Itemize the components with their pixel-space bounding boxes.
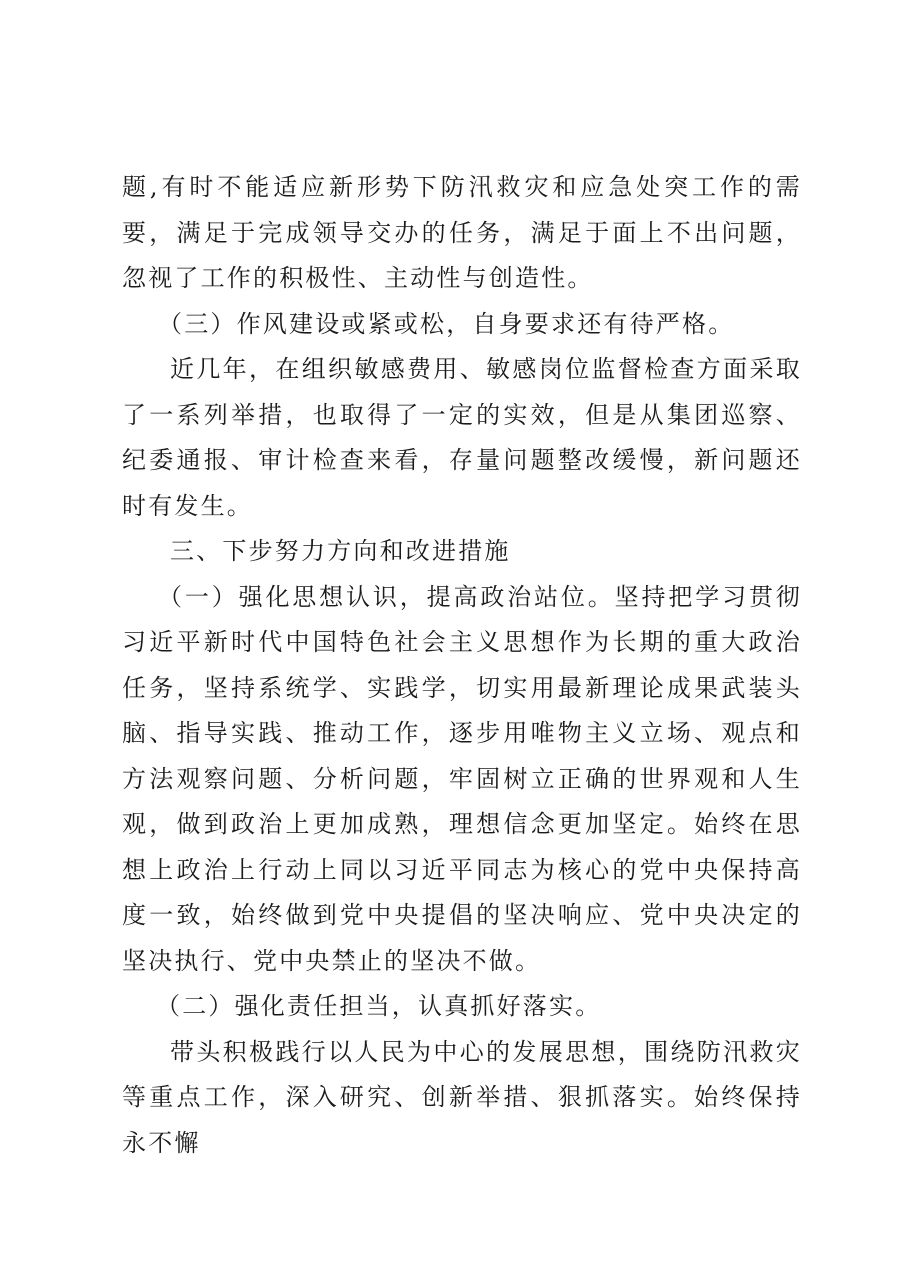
paragraph-continuation: 题,有时不能适应新形势下防汛救灾和应急处突工作的需要，满足于完成领导交办的任务，满足于面上不出问题，忽视了工作的积极性、主动性与创造性。 (122, 173, 802, 292)
paragraph-heading-responsibility: （二）强化责任担当，认真抓好落实。 (156, 992, 602, 1020)
paragraph-heading-style: （三）作风建设或紧或松，自身要求还有待严格。 (158, 309, 735, 338)
section-heading-improvement: 三、下步努力方向和改进措施 (170, 537, 511, 565)
paragraph-style-detail: 近几年，在组织敏感费用、敏感岗位监督检查方面采取了一系列举措，也取得了一定的实效，但是从集团巡察、纪委通报、审计检查来看，存量问题整改缓慢，新问题还时有发生。 (122, 355, 802, 520)
paragraph-measure-one: （一）强化思想认识，提高政治站位。坚持把学习贯彻习近平新时代中国特色社会主义思想作为长期的重大政治任务，坚持系统学、实践学，切实用最新理论成果武装头脑、指导实践、推动工作，逐步用唯物主义立场、观点和方法观察问题、分析问题，牢固树立正确的世界观和人生观，做到政治上更加成熟，理想信念更加坚定。始终在思想上政治上行动上同以习近平同志为核心的党中央保持高度一致，始终做到党中央提倡的坚决响应、党中央决定的坚决执行、党中央禁止的坚决不做。 (122, 582, 802, 975)
paragraph-responsibility-detail: 带头积极践行以人民为中心的发展思想，围绕防汛救灾等重点工作，深入研究、创新举措、狠抓落实。始终保持永不懈 (122, 1037, 802, 1157)
document-body (122, 165, 802, 1166)
